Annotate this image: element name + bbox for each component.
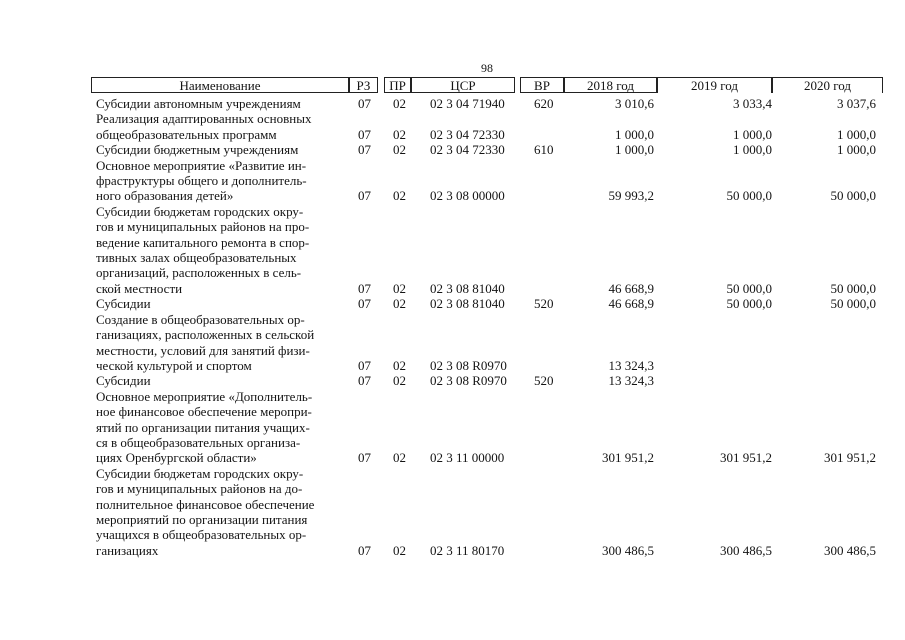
value-2018: 46 668,9 [608,296,654,312]
table-row [0,296,905,311]
value-2019: 3 033,4 [733,96,772,111]
value-2020: 50 000,0 [830,280,876,296]
rz-cell: 07 [358,450,371,466]
csr-cell: 02 3 11 00000 [430,450,505,466]
value-2020: 1 000,0 [837,142,876,158]
vr-cell: 520 [534,296,554,312]
header-csr: ЦСР [411,77,515,93]
value-2019: 301 951,2 [720,450,772,466]
name-cell: Субсидии [96,373,151,389]
table-header [91,77,883,94]
rz-cell: 07 [358,357,371,373]
value-2020: 50 000,0 [830,188,876,204]
name-cell: Субсидии бюджетным учреждениям [96,142,299,158]
vr-cell: 610 [534,142,554,158]
rz-cell: 07 [358,96,371,111]
value-2019: 300 486,5 [720,542,772,558]
vr-cell: 620 [534,96,554,111]
header-2020: 2020 год [772,77,883,93]
csr-cell: 02 3 04 72330 [430,142,505,158]
value-2019: 50 000,0 [726,296,772,312]
table-row [0,142,905,157]
table-row [0,312,905,374]
value-2018: 1 000,0 [615,142,654,158]
value-2019: 50 000,0 [726,280,772,296]
table-row [0,466,905,558]
value-2020: 1 000,0 [837,126,876,142]
header-vr: ВР [520,77,564,93]
value-2018: 59 993,2 [608,188,654,204]
value-2020: 3 037,6 [837,96,876,111]
pr-cell: 02 [393,450,406,466]
pr-cell: 02 [393,373,406,389]
name-cell: Субсидии автономным учреждениям [96,96,301,111]
header-rz: РЗ [349,77,378,93]
csr-cell: 02 3 04 71940 [430,96,505,111]
name-cell: Основное мероприятие «Дополнитель- ное финансовое обеспечение меропри- ятий по организации питания учащих- ся в общеобразовательных организа- циях Оренбургской области» [96,388,313,466]
header-2018: 2018 год [564,77,657,93]
table-row [0,373,905,388]
value-2020: 301 951,2 [824,450,876,466]
csr-cell: 02 3 11 80170 [430,542,505,558]
table-body [0,96,905,558]
value-2018: 301 951,2 [602,450,654,466]
pr-cell: 02 [393,542,406,558]
value-2018: 46 668,9 [608,280,654,296]
pr-cell: 02 [393,96,406,111]
value-2018: 300 486,5 [602,542,654,558]
page-number: 98 [481,61,493,75]
name-cell: Основное мероприятие «Развитие ин- фраструктуры общего и дополнитель- ного образования детей» [96,157,307,204]
rz-cell: 07 [358,280,371,296]
pr-cell: 02 [393,296,406,312]
table-row [0,204,905,296]
value-2018: 3 010,6 [615,96,654,111]
pr-cell: 02 [393,126,406,142]
name-cell: Субсидии бюджетам городских окру- гов и муниципальных районов на до- полнительное финансовое обеспечение мероприятий по организации питания учащихся в общеобразовательных ор- ганизациях [96,465,315,558]
table-row [0,389,905,466]
name-cell: Субсидии [96,296,151,312]
value-2020: 300 486,5 [824,542,876,558]
header-name: Наименование [91,77,349,93]
rz-cell: 07 [358,373,371,389]
rz-cell: 07 [358,296,371,312]
table-row [0,96,905,111]
csr-cell: 02 3 08 81040 [430,296,505,312]
name-cell: Субсидии бюджетам городских окру- гов и муниципальных районов на про- ведение капитального ремонта в спор- тивных залах общеобразовательных организаций, расположенных в сель- ской местности [96,203,310,296]
pr-cell: 02 [393,280,406,296]
pr-cell: 02 [393,188,406,204]
csr-cell: 02 3 04 72330 [430,126,505,142]
vr-cell: 520 [534,373,554,389]
rz-cell: 07 [358,542,371,558]
table-row [0,111,905,142]
value-2020: 50 000,0 [830,296,876,312]
value-2018: 13 324,3 [608,357,654,373]
pr-cell: 02 [393,142,406,158]
value-2018: 1 000,0 [615,126,654,142]
csr-cell: 02 3 08 R0970 [430,357,507,373]
csr-cell: 02 3 08 R0970 [430,373,507,389]
name-cell: Создание в общеобразовательных ор- ганизациях, расположенных в сельской местности, условий для занятий физи- ческой культурой и спортом [96,311,315,373]
value-2019: 50 000,0 [726,188,772,204]
header-pr: ПР [384,77,411,93]
value-2019: 1 000,0 [733,126,772,142]
header-2019: 2019 год [657,77,772,93]
name-cell: Реализация адаптированных основных общеобразовательных программ [96,111,312,142]
rz-cell: 07 [358,126,371,142]
csr-cell: 02 3 08 00000 [430,188,505,204]
value-2018: 13 324,3 [608,373,654,389]
pr-cell: 02 [393,357,406,373]
rz-cell: 07 [358,142,371,158]
rz-cell: 07 [358,188,371,204]
value-2019: 1 000,0 [733,142,772,158]
table-row [0,158,905,204]
csr-cell: 02 3 08 81040 [430,280,505,296]
